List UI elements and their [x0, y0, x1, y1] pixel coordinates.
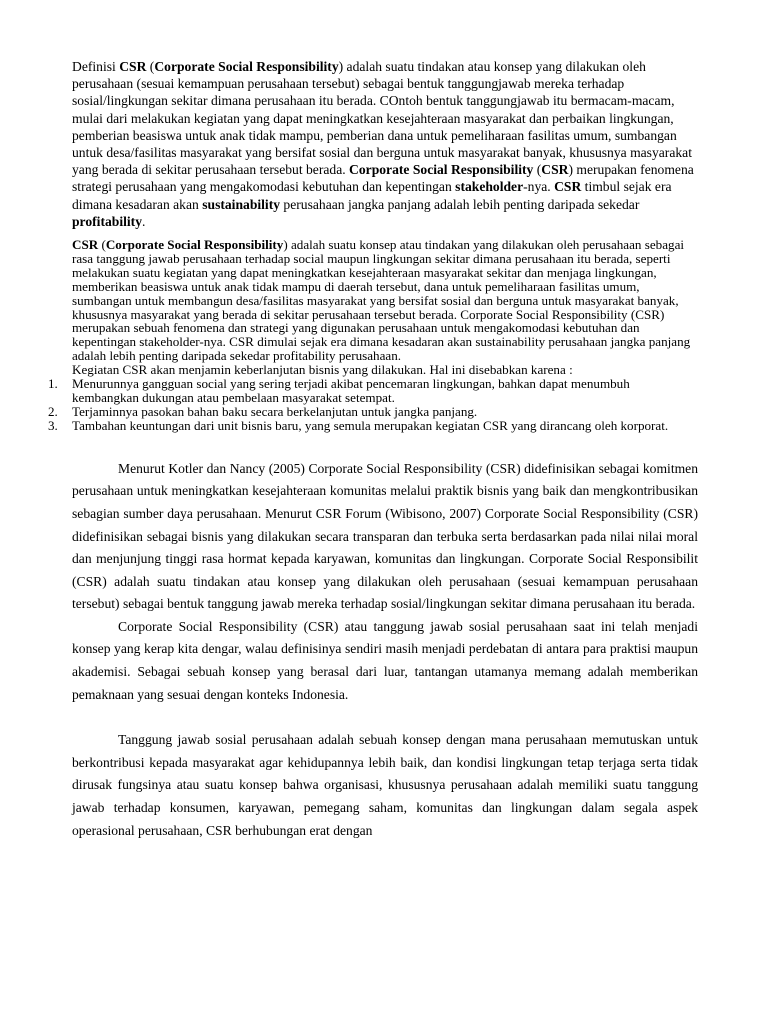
- list-item-number: 1.: [48, 376, 58, 392]
- bold-term-sustainability: sustainability: [202, 196, 281, 212]
- list-item-text: Tambahan keuntungan dari unit bisnis baru, yang semula merupakan kegiatan CSR yang dirancang oleh korporat.: [72, 417, 669, 433]
- text-run: ) merupakan fenomena strategi perusahaan yang mengakomodasi kebutuhan dan kepentingan: [72, 162, 694, 195]
- list-item-number: 2.: [48, 403, 58, 419]
- bold-term-profitability: profitability: [72, 213, 142, 229]
- text-run: Definisi: [72, 59, 120, 74]
- text-run: ) adalah suatu konsep atau tindakan yang dilakukan oleh perusahaan sebagai rasa tanggung jawab perusahaan terhadap social maupun lingkungan sekitar dimana perusahaan itu berada, seperti melakukan suatu kegiatan yang dapat meningkatkan kesejahteraan masyarakat sekitar dan menjaga lingkungan, memberikan beasiswa untuk anak tidak mampu di daerah tersebut, dana untuk pemeliharaan fasilitas umum, sumbangan untuk membangun desa/fasilitas masyarakat yang bersifat sosial dan berguna untuk masyarakat banyak, khususnya masyarakat yang berada di sekitar perusahaan tersebut berada. Corporate Social Responsibility (CSR) merupakan sebuah fenomena dan strategi yang digunakan perusahaan untuk mengakomodasi kebutuhan dan kepentingan stakeholder-nya. CSR dimulai sejak era dimana kesadaran akan sustainability perusahaan jangka panjang adalah lebih penting daripada sekedar profitability perusahaan.: [72, 237, 691, 364]
- text-run: (: [146, 59, 155, 74]
- bold-term-csr: CSR: [554, 179, 582, 195]
- bold-term-corporate-social-responsibility: Corporate Social Responsibility: [105, 237, 284, 253]
- list-item-text: Terjaminnya pasokan bahan baku secara berkelanjutan untuk jangka panjang.: [72, 403, 478, 419]
- paragraph-csr-concept: [72, 238, 698, 363]
- text-run: (: [533, 162, 542, 178]
- text-run: .: [142, 213, 146, 229]
- paragraph-csr-definition: [72, 58, 698, 230]
- text-run: ) adalah suatu tindakan atau konsep yang dilakukan oleh perusahaan (sesuai kemampuan perusahaan tersebut) sebagai bentuk tanggungjawab mereka terhadap sosial/lingkungan sekitar dimana perusahaan itu berada. COntoh bentuk tanggungjawab itu bermacam-macam, mulai dari melakukan kegiatan yang dapat meningkatkan kesejahteraan masyarakat dan perbaikan lingkungan, pemberian beasiswa untuk anak tidak mampu, pemberian dana untuk pemeliharaan fasilitas umum, sumbangan untuk desa/fasilitas masyarakat yang bersifat sosial dan berguna untuk masyarakat banyak, khususnya masyarakat yang berada di sekitar perusahaan tersebut berada.: [72, 59, 692, 178]
- list-item-text: Menurunnya gangguan social yang sering terjadi akibat pencemaran lingkungan, bahkan dapat menumbuh kembangkan dukungan atau pembelaan masyarakat setempat.: [72, 376, 630, 405]
- paragraph-social-responsibility: Tanggung jawab sosial perusahaan adalah sebuah konsep dengan mana perusahaan memutuskan untuk berkontribusi kepada masyarakat agar kehidupannya lebih baik, dan kondisi lingkungan tetap terjaga serta tidak dirusak fungsinya atau suatu konsep bahwa organisasi, khususnya perusahaan adalah memiliki suatu tanggung jawab terhadap konsumen, karyawan, pemegang saham, komunitas dan lingkungan dalam segala aspek operasional perusahaan, CSR berhubungan erat dengan: [72, 732, 698, 838]
- text-run: timbul sejak era dimana kesadaran akan: [72, 179, 672, 212]
- bold-term-corporate-social-responsibility: Corporate Social Responsibility: [349, 162, 534, 178]
- paragraph-kotler-definition: Menurut Kotler dan Nancy (2005) Corporate Social Responsibility (CSR) didefinisikan sebagai komitmen perusahaan untuk meningkatkan kesejahteraan komunitas melalui praktik bisnis yang baik dan mengkontribusikan sebagian sumber daya perusahaan. Menurut CSR Forum (Wibisono, 2007) Corporate Social Responsibility (CSR) didefinisikan sebagai bisnis yang dilakukan secara transparan dan terbuka serta berdasarkan pada nilai nilai moral dan menjunjung tinggi rasa hormat kepada karyawan, komunitas dan lingkungan. Corporate Social Responsibilit (CSR) adalah suatu tindakan atau konsep yang dilakukan oleh perusahaan (sesuai kemampuan perusahaan tersebut) sebagai bentuk tanggung jawab mereka terhadap sosial/lingkungan sekitar dimana perusahaan itu berada.: [72, 460, 698, 612]
- list-item: [48, 417, 698, 433]
- reasons-list: [48, 376, 698, 433]
- text-run: perusahaan jangka panjang adalah lebih penting daripada sekedar: [280, 196, 640, 212]
- list-item: [48, 403, 698, 419]
- text-run: (: [98, 237, 106, 253]
- list-item: [48, 376, 698, 405]
- paragraph-csr-indonesia: Corporate Social Responsibility (CSR) atau tanggung jawab sosial perusahaan saat ini telah menjadi konsep yang kerap kita dengar, walau definisinya sendiri masih menjadi perdebatan di antara para praktisi maupun akademisi. Sebagai sebuah konsep yang berasal dari luar, tantangan utamanya memang adalah memberikan pemaknaan yang sesuai dengan konteks Indonesia.: [72, 618, 698, 702]
- bold-term-stakeholder: stakeholder: [455, 179, 524, 195]
- list-item-number: 3.: [48, 417, 58, 433]
- text-run: -nya.: [523, 179, 555, 195]
- bold-term-csr: CSR: [541, 162, 569, 178]
- reasons-intro: Kegiatan CSR akan menjamin keberlanjutan bisnis yang dilakukan. Hal ini disebabkan karena :: [72, 362, 573, 378]
- bold-term-corporate-social-responsibility: Corporate Social Responsibility: [154, 59, 339, 74]
- document-page: [48, 58, 698, 842]
- bold-term-csr: CSR: [119, 59, 147, 74]
- bold-term-csr: CSR: [72, 237, 99, 253]
